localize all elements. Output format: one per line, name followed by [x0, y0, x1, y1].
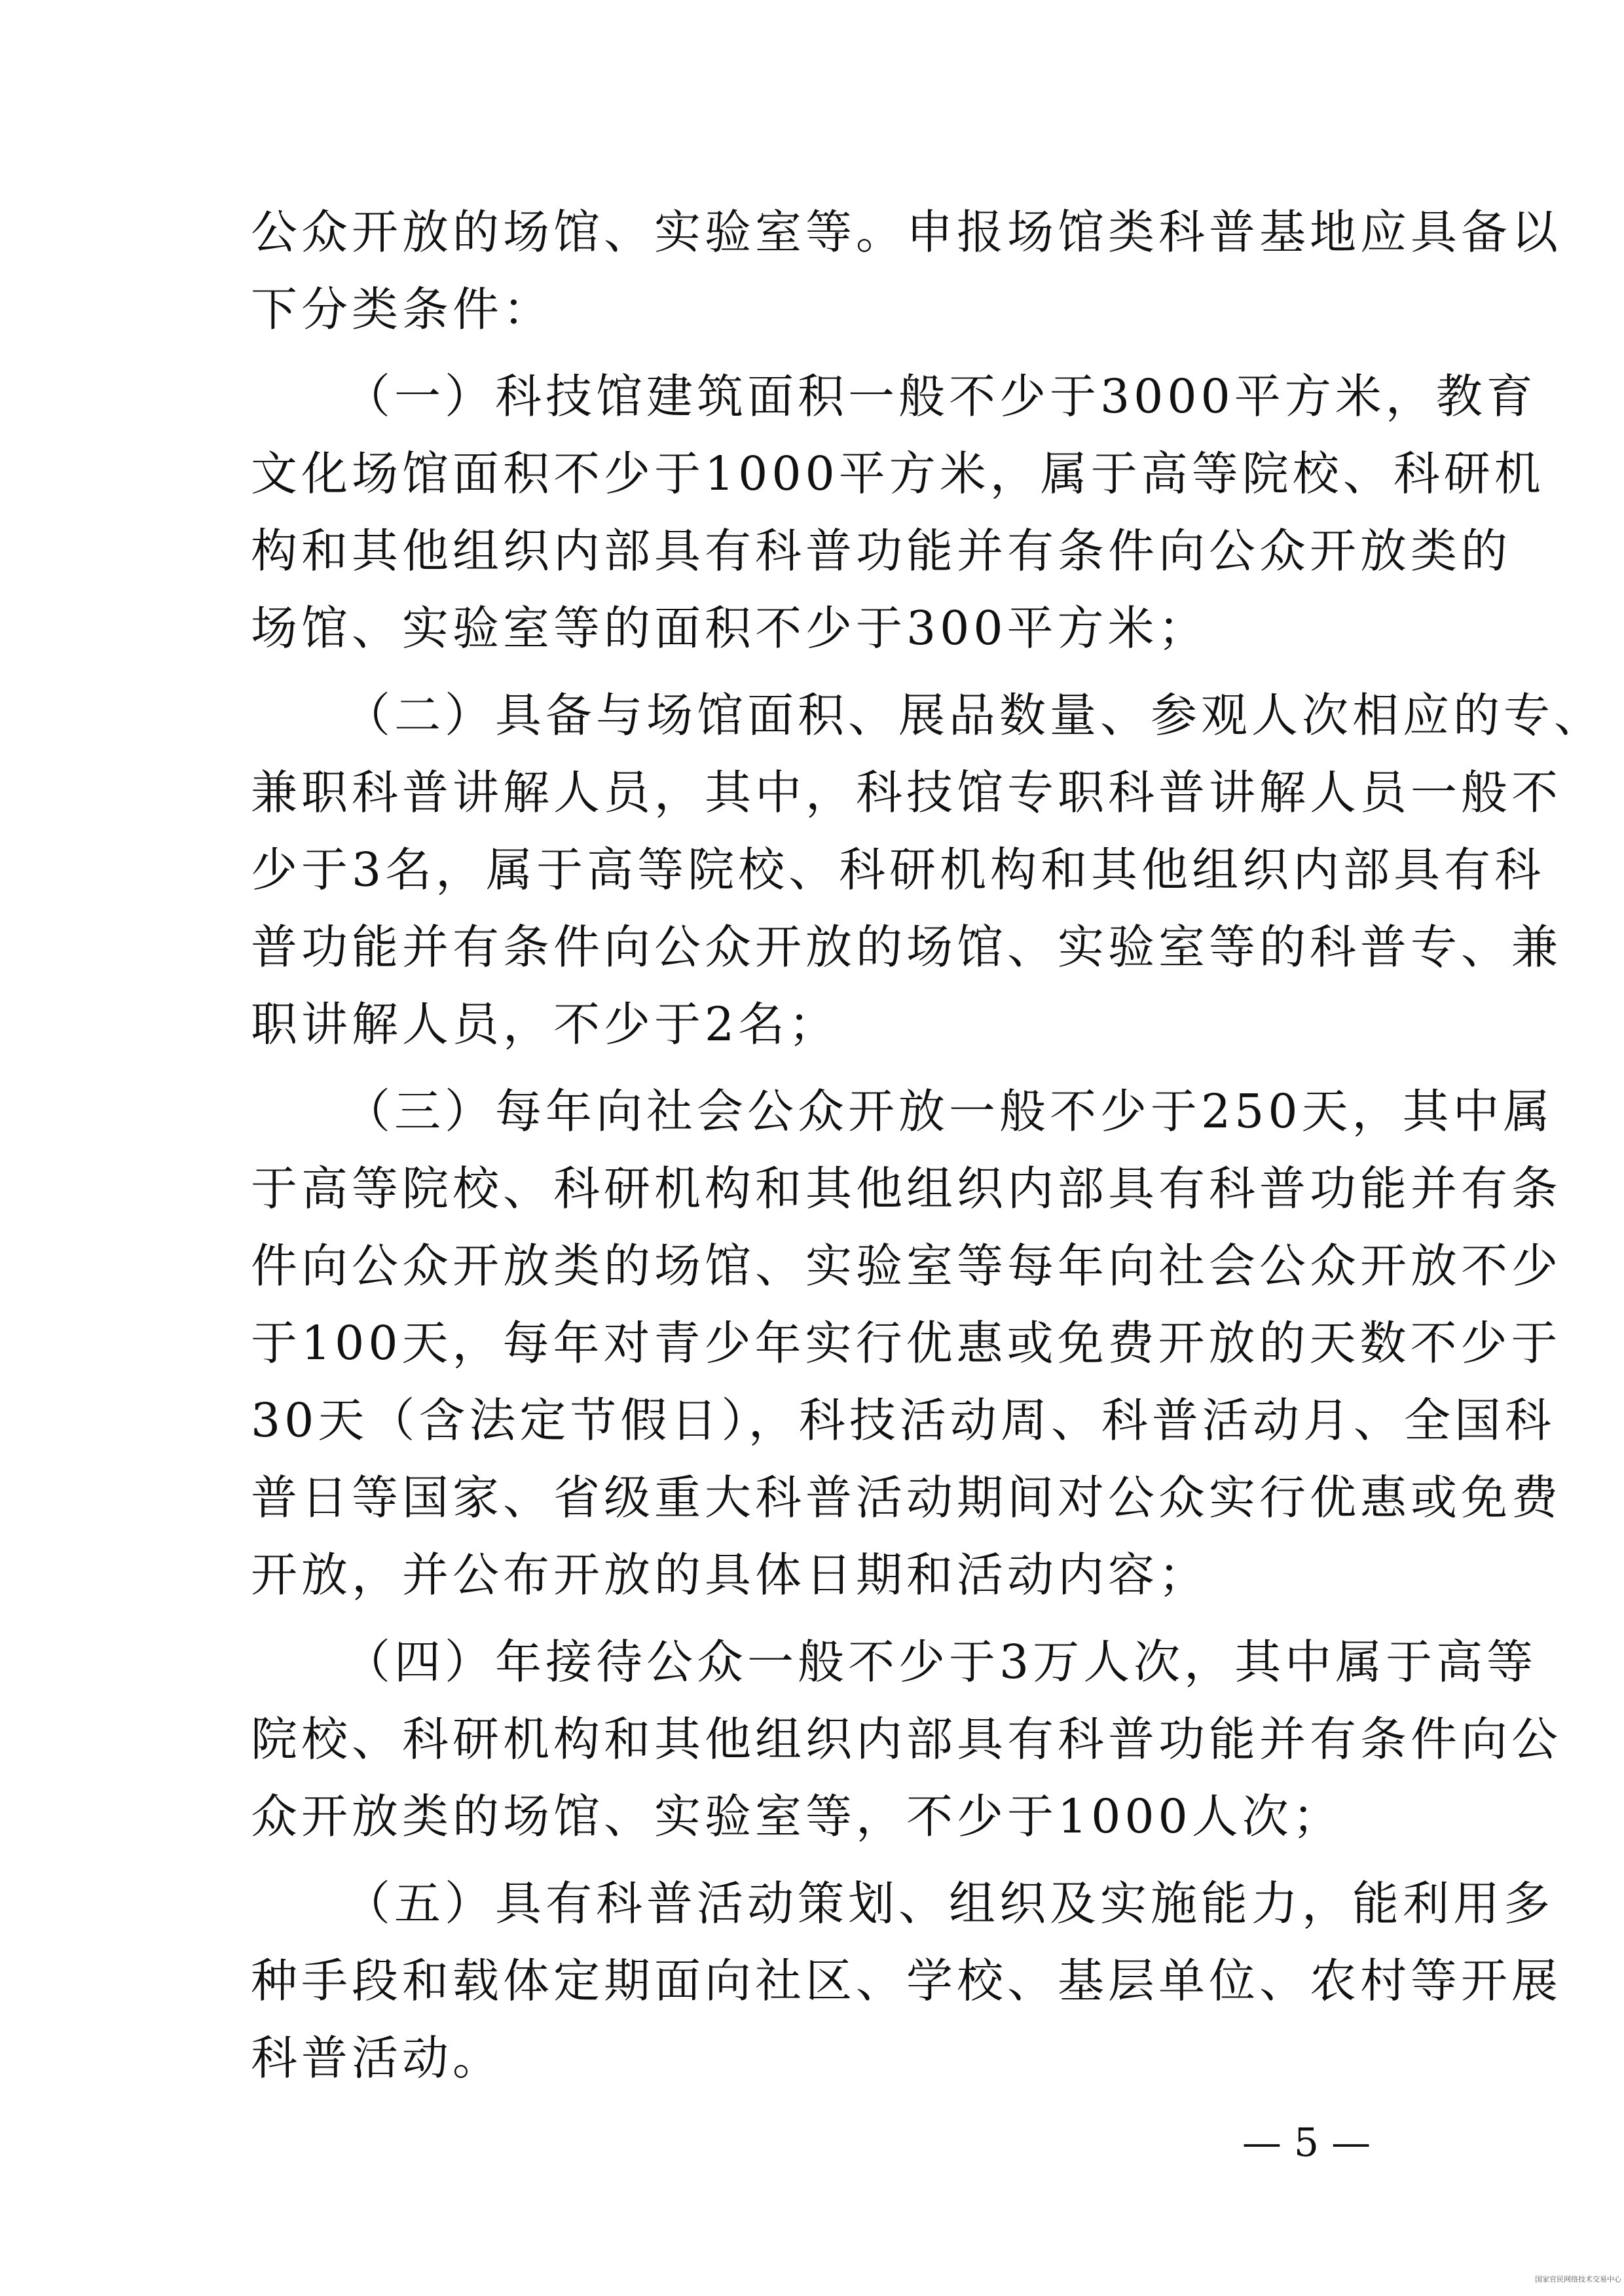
text-line: 众开放类的场馆、实验室等，不少于1000人次； — [251, 1789, 1343, 1844]
text-line: 件向公众开放类的场馆、实验室等每年向社会公众开放不少 — [251, 1239, 1562, 1293]
text-line: 少于3名，属于高等院校、科研机构和其他组织内部具有科 — [251, 843, 1545, 897]
paragraph-first-line: （五）具有科普活动策划、组织及实施能力，能利用多 — [344, 1876, 1555, 1931]
paragraph-first-line: （一）科技馆建筑面积一般不少于3000平方米，教育 — [344, 369, 1537, 424]
page-number: — 5 — — [1242, 2120, 1371, 2166]
text-line: 普日等国家、省级重大科普活动期间对公众实行优惠或免费 — [251, 1470, 1562, 1525]
paragraph-first-line: （三）每年向社会公众开放一般不少于250天，其中属 — [344, 1084, 1554, 1139]
text-line: 普功能并有条件向公众开放的场馆、实验室等的科普专、兼 — [251, 920, 1562, 974]
source-watermark: 国家官民网络技术交易中心 — [1535, 2275, 1621, 2284]
text-line: 构和其他组织内部具有科普功能并有条件向公众开放类的 — [251, 524, 1512, 578]
paragraph-first-line: （二）具备与场馆面积、展品数量、参观人次相应的专、 — [344, 688, 1605, 742]
text-line: 30天（含法定节假日），科技活动周、科普活动月、全国科 — [251, 1393, 1555, 1448]
text-line: 公众开放的场馆、实验室等。申报场馆类科普基地应具备以 — [251, 205, 1562, 259]
text-line: 文化场馆面积不少于1000平方米，属于高等院校、科研机 — [251, 446, 1545, 501]
text-line: 职讲解人员，不少于2名； — [251, 997, 840, 1051]
text-line: 场馆、实验室等的面积不少于300平方米； — [251, 601, 1209, 655]
text-line: 于100天，每年对青少年实行优惠或免费开放的天数不少于 — [251, 1316, 1562, 1370]
text-line: 科普活动。 — [251, 2031, 504, 2085]
text-line: 下分类条件： — [251, 282, 554, 337]
text-line: 种手段和载体定期面向社区、学校、基层单位、农村等开展 — [251, 1954, 1562, 2008]
text-line: 兼职科普讲解人员，其中，科技馆专职科普讲解人员一般不 — [251, 765, 1562, 820]
text-line: 于高等院校、科研机构和其他组织内部具有科普功能并有条 — [251, 1161, 1562, 1216]
paragraph-first-line: （四）年接待公众一般不少于3万人次，其中属于高等 — [344, 1635, 1538, 1689]
text-line: 开放，并公布开放的具体日期和活动内容； — [251, 1548, 1209, 1602]
text-line: 院校、科研机构和其他组织内部具有科普功能并有条件向公 — [251, 1712, 1562, 1766]
